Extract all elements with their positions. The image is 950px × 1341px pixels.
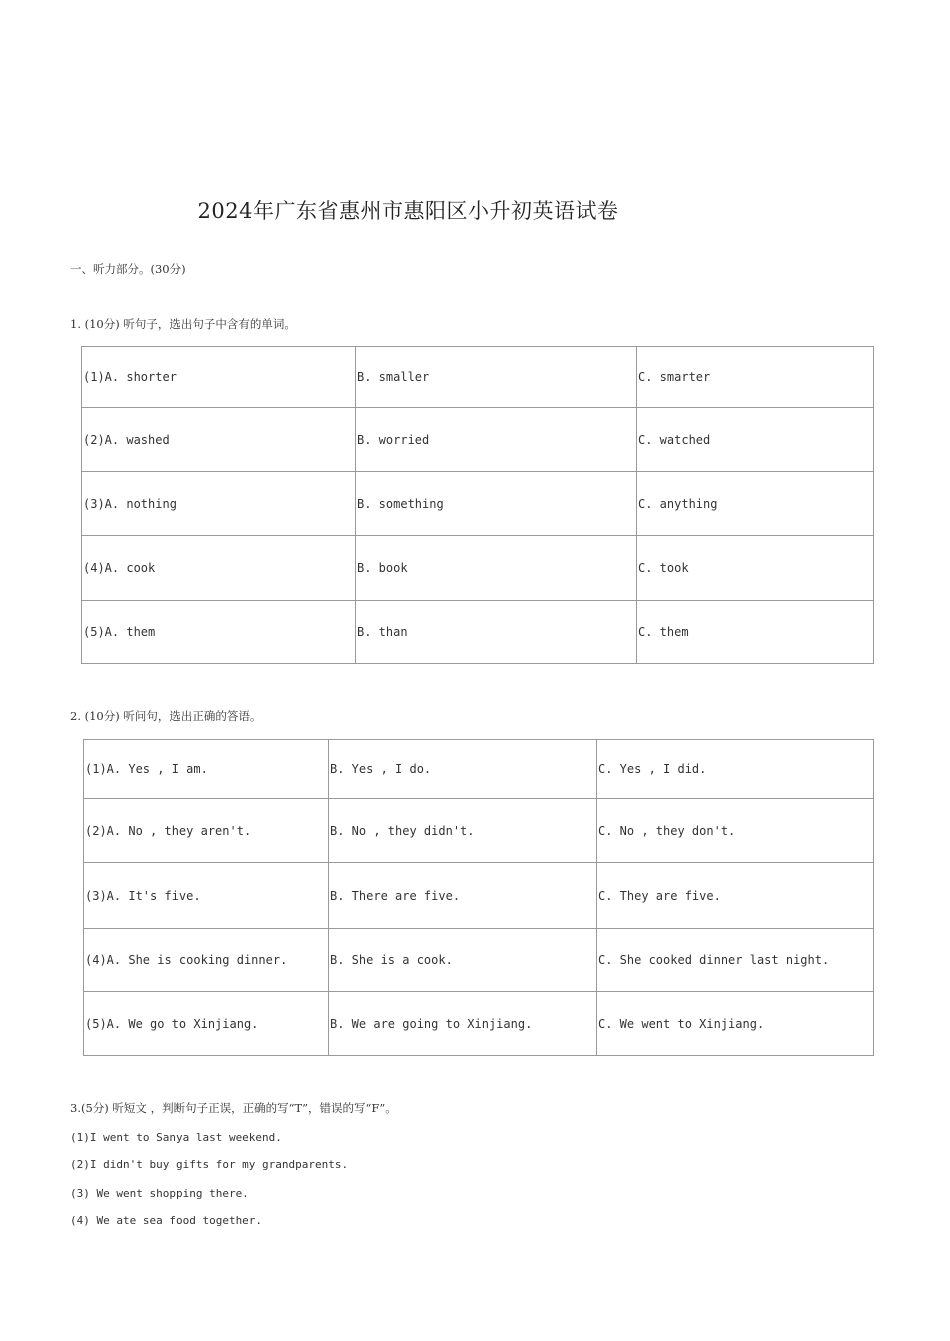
statement-3: (3) We went shopping there. <box>70 1187 249 1200</box>
option-a: (2)A. No , they aren't. <box>84 799 329 863</box>
option-b: B. There are five. <box>329 863 597 929</box>
table-row <box>84 740 874 799</box>
option-c: C. took <box>637 536 874 601</box>
question-2-instruction: 2. (10分) 听问句，选出正确的答语。 <box>70 709 262 723</box>
table-row <box>82 472 874 536</box>
option-b: B. than <box>356 601 637 664</box>
statement-4: (4) We ate sea food together. <box>70 1214 263 1227</box>
option-c: C. She cooked dinner last night. <box>597 929 874 992</box>
statement-2: (2)I didn't buy gifts for my grandparents. <box>70 1158 349 1171</box>
option-b: B. something <box>356 472 637 536</box>
option-c: C. We went to Xinjiang. <box>597 992 874 1056</box>
option-b: B. worried <box>356 408 637 472</box>
table-row <box>82 347 874 408</box>
table-row <box>84 929 874 992</box>
option-a: (3)A. It's five. <box>84 863 329 929</box>
option-a: (2)A. washed <box>82 408 356 472</box>
option-a: (4)A. She is cooking dinner. <box>84 929 329 992</box>
statement-1: (1)I went to Sanya last weekend. <box>70 1131 282 1144</box>
option-a: (4)A. cook <box>82 536 356 601</box>
table-row <box>82 601 874 664</box>
option-c: C. No , they don't. <box>597 799 874 863</box>
option-b: B. We are going to Xinjiang. <box>329 992 597 1056</box>
option-b: B. Yes , I do. <box>329 740 597 799</box>
table-row <box>84 799 874 863</box>
option-c: C. They are five. <box>597 863 874 929</box>
option-b: B. smaller <box>356 347 637 408</box>
option-b: B. book <box>356 536 637 601</box>
table-row <box>82 408 874 472</box>
question-1-instruction: 1. (10分) 听句子，选出句子中含有的单词。 <box>70 317 296 331</box>
option-c: C. Yes , I did. <box>597 740 874 799</box>
option-a: (5)A. We go to Xinjiang. <box>84 992 329 1056</box>
option-b: B. She is a cook. <box>329 929 597 992</box>
option-c: C. them <box>637 601 874 664</box>
table-row <box>84 863 874 929</box>
section-heading-listening: 一、听力部分。(30分) <box>70 262 186 276</box>
table-row <box>84 992 874 1056</box>
exam-title: 2024年广东省惠州市惠阳区小升初英语试卷 <box>197 199 619 223</box>
question-1-options-table <box>81 346 874 664</box>
option-c: C. watched <box>637 408 874 472</box>
option-a: (3)A. nothing <box>82 472 356 536</box>
question-2-options-table <box>83 739 874 1056</box>
option-c: C. smarter <box>637 347 874 408</box>
option-a: (5)A. them <box>82 601 356 664</box>
table-row <box>82 536 874 601</box>
option-a: (1)A. shorter <box>82 347 356 408</box>
option-a: (1)A. Yes , I am. <box>84 740 329 799</box>
option-b: B. No , they didn't. <box>329 799 597 863</box>
option-c: C. anything <box>637 472 874 536</box>
question-3-instruction: 3.(5分) 听短文 ，判断句子正误，正确的写“T”，错误的写“F”。 <box>70 1101 397 1115</box>
